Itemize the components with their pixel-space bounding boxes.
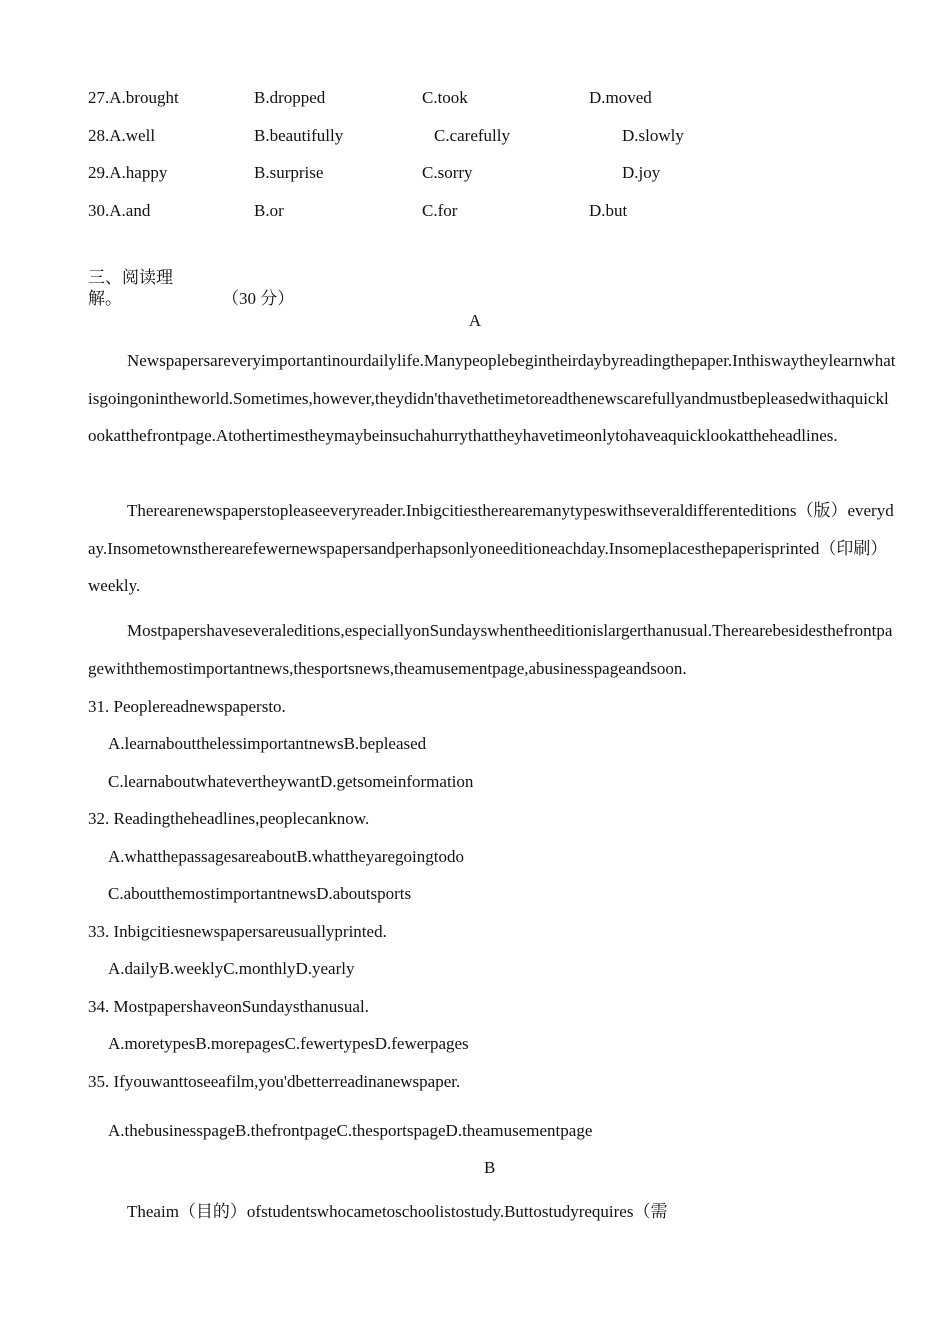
option-27-c: C.took bbox=[422, 88, 468, 107]
option-29-d: D.joy bbox=[622, 163, 661, 182]
question-33-options: A.dailyB.weeklyC.monthlyD.yearly bbox=[108, 959, 355, 978]
question-35-options: A.thebusinesspageB.thefrontpageC.thesportspageD.theamusementpage bbox=[108, 1121, 593, 1140]
question-32-options-ab: A.whatthepassagesareaboutB.whattheyaregoingtodo bbox=[108, 847, 464, 866]
question-34-options: A.moretypesB.morepagesC.fewertypesD.fewerpages bbox=[108, 1034, 469, 1053]
passage-a-paragraph-1 bbox=[88, 342, 896, 455]
passage-a-p3-text: Mostpapershaveseveraleditions,especiallyonSundayswhentheeditionislargerthanusual.Therearebesidesthefrontpagewiththemostimportantnews,thesportsnews,theamusementpage,abusinesspageandsoon. bbox=[88, 621, 893, 678]
option-29-b: B.surprise bbox=[254, 163, 324, 182]
option-row-30 bbox=[88, 201, 888, 225]
question-33-stem: 33. Inbigcitiesnewspapersareusuallyprinted. bbox=[88, 922, 387, 941]
option-28-a: 28.A.well bbox=[88, 126, 156, 145]
option-28-c: C.carefully bbox=[434, 126, 510, 145]
passage-a-p1-text: Newspapersareveryimportantinourdailylife.Manypeoplebegintheirdaybyreadingthepaper.Inthiswaytheylearnwhatisgoingonintheworld.Sometimes,however,theydidn'thavethetimetoreadthenewscarefullyandmustbepleasedwithaquicklookatthefrontpage.Atothertimestheymaybeinsuchahurrythattheyhavetimeonlytohaveaquicklookattheheadlines. bbox=[88, 351, 896, 445]
option-29-a: 29.A.happy bbox=[88, 163, 168, 182]
question-35-stem: 35. Ifyouwanttoseeafilm,you'dbetterreadinanewspaper. bbox=[88, 1072, 461, 1091]
option-row-29 bbox=[88, 163, 888, 187]
question-34-stem: 34. MostpapershaveonSundaysthanusual. bbox=[88, 997, 369, 1016]
option-30-d: D.but bbox=[589, 201, 628, 220]
option-30-a: 30.A.and bbox=[88, 201, 151, 220]
option-28-b: B.beautifully bbox=[254, 126, 344, 145]
section-title-line2: 解。 bbox=[88, 289, 122, 308]
passage-b-label: B bbox=[484, 1158, 496, 1177]
passage-a-paragraph-3 bbox=[88, 612, 896, 687]
option-27-b: B.dropped bbox=[254, 88, 326, 107]
option-27-d: D.moved bbox=[589, 88, 652, 107]
section-title-line1: 三、阅读理 bbox=[88, 268, 173, 287]
option-30-c: C.for bbox=[422, 201, 458, 220]
question-31-options-ab: A.learnaboutthelessimportantnewsB.bepleased bbox=[108, 734, 427, 753]
passage-a-paragraph-2 bbox=[88, 492, 896, 605]
passage-a-label: A bbox=[468, 311, 482, 330]
option-29-c: C.sorry bbox=[422, 163, 473, 182]
section-score: （30 分） bbox=[222, 289, 295, 308]
passage-b-paragraph-1: Theaim（目的）ofstudentswhocametoschoolistostudy.Buttostudyrequires（需 bbox=[127, 1202, 668, 1221]
option-27-a: 27.A.brought bbox=[88, 88, 179, 107]
question-31-options-cd: C.learnaboutwhatevertheywantD.getsomeinformation bbox=[108, 772, 474, 791]
question-32-stem: 32. Readingtheheadlines,peoplecanknow. bbox=[88, 809, 370, 828]
question-32-options-cd: C.aboutthemostimportantnewsD.aboutsports bbox=[108, 884, 412, 903]
passage-a-p2-text: Therearenewspaperstopleaseeveryreader.Inbigcitiestherearemanytypeswithseveraldifferenteditions（版）everyday.Insometownstherearefewernewspapersandperhapsonlyoneeditioneachday.Insomeplacesthepaperisprinted（印刷）weekly. bbox=[88, 501, 894, 595]
question-31-stem: 31. Peoplereadnewspapersto. bbox=[88, 697, 286, 716]
option-row-27 bbox=[88, 88, 888, 112]
option-30-b: B.or bbox=[254, 201, 284, 220]
option-row-28 bbox=[88, 126, 888, 150]
option-28-d: D.slowly bbox=[622, 126, 684, 145]
